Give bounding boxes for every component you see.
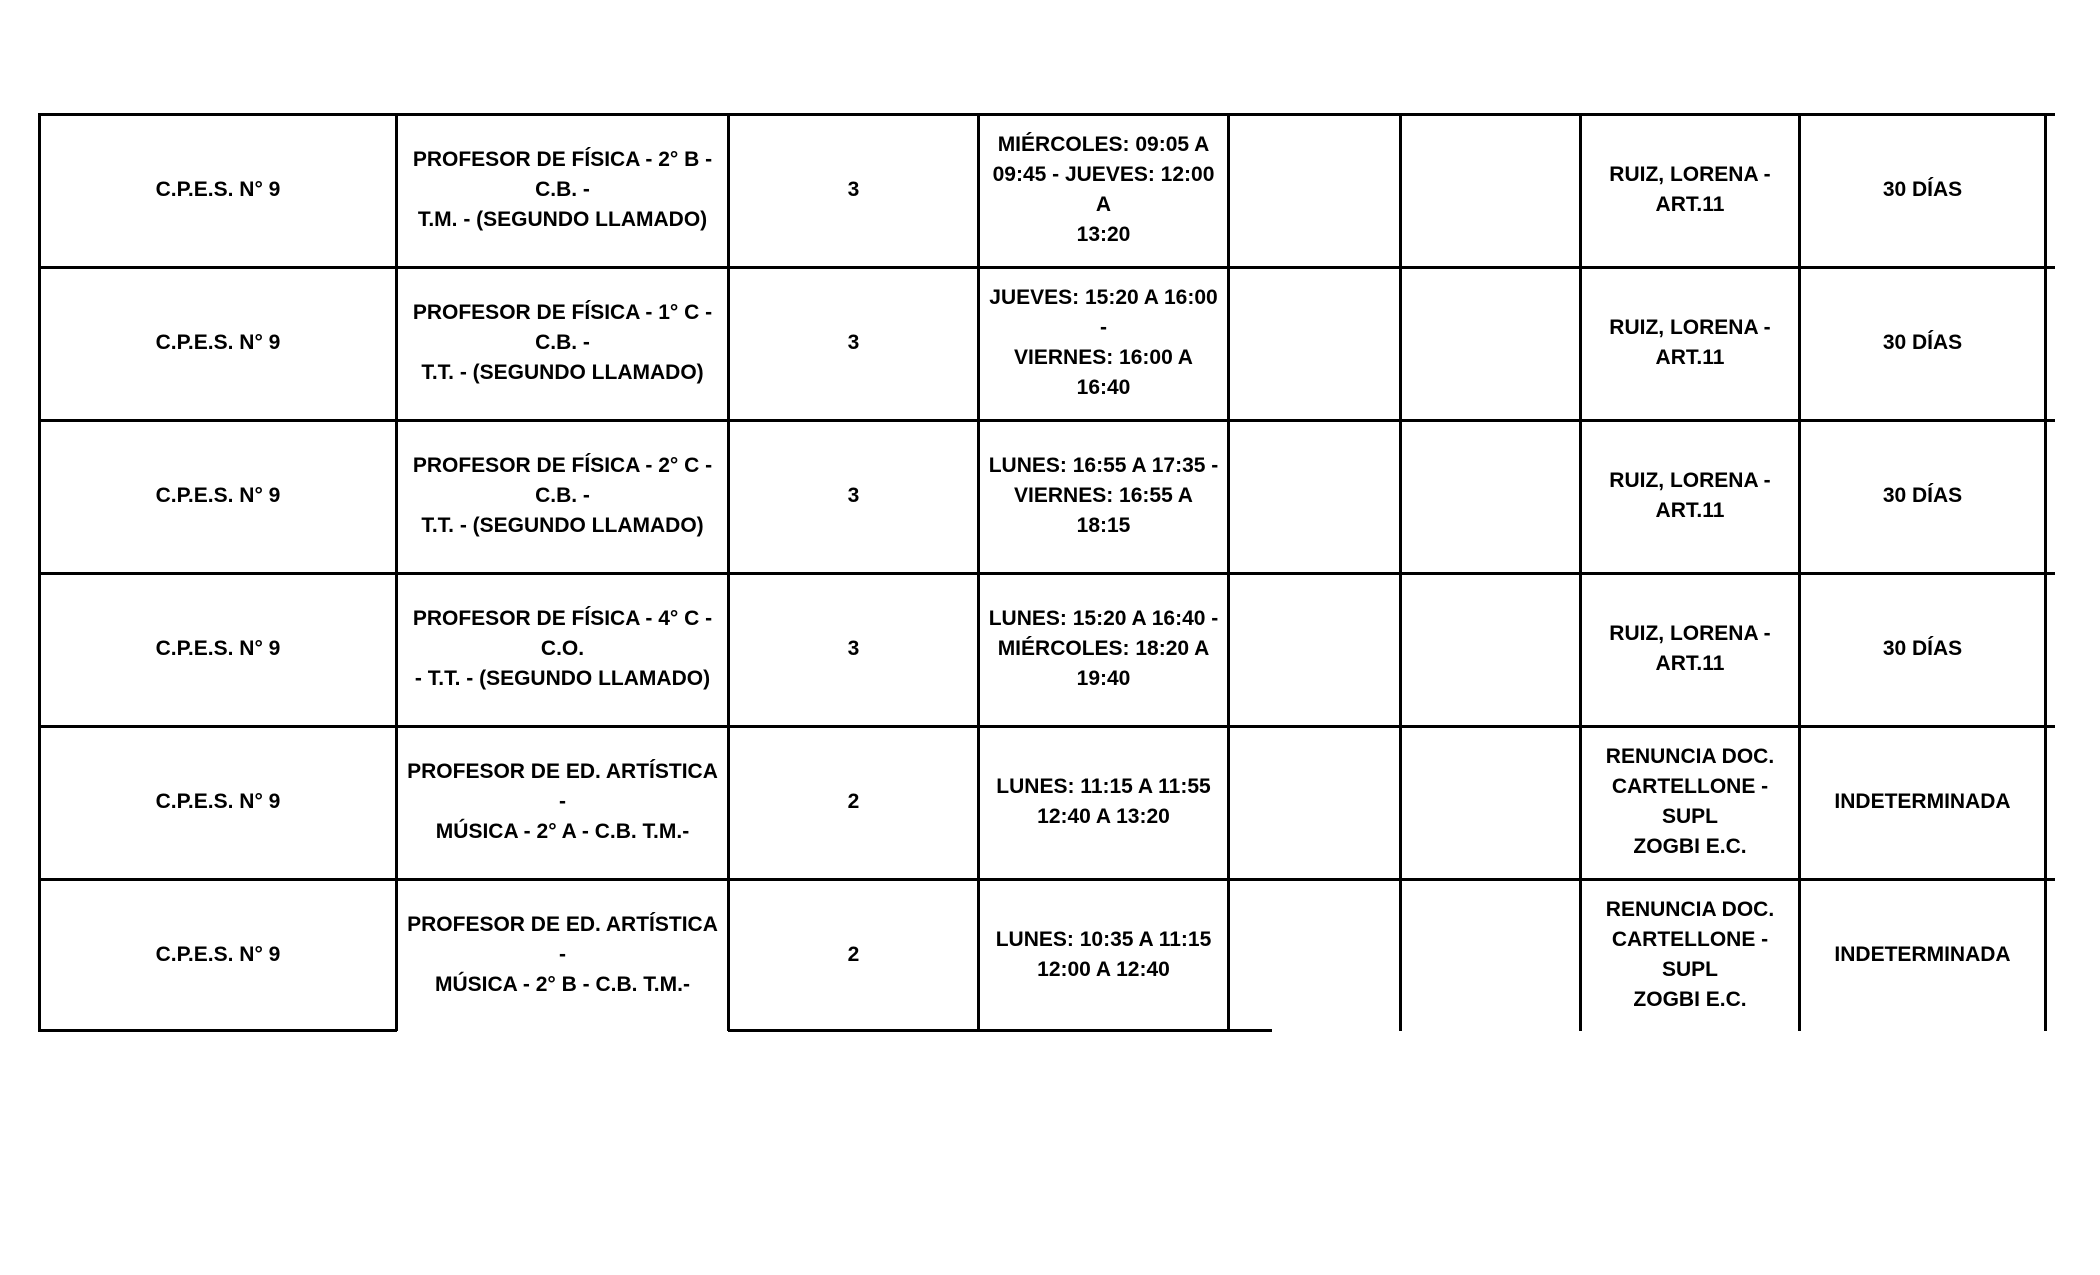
school-cell: C.P.E.S. N° 9 [155, 177, 281, 201]
table-row [38, 113, 2055, 266]
position-cell: PROFESOR DE ED. ARTÍSTICA - MÚSICA - 2° A - C.B. T.M.- [407, 759, 718, 843]
duration-cell: INDETERMINADA [1834, 942, 2011, 966]
empty-cell [1402, 113, 1579, 266]
reason-cell: RUIZ, LORENA - ART.11 [1609, 621, 1771, 675]
reason-cell: RUIZ, LORENA - ART.11 [1609, 162, 1771, 216]
schedule-cell: MIÉRCOLES: 09:05 A 09:45 - JUEVES: 12:00 A 13:20 [992, 132, 1215, 246]
empty-cell [1230, 572, 1399, 725]
hours-cell: 2 [847, 789, 860, 813]
reason-cell: RENUNCIA DOC. CARTELLONE - SUPL ZOGBI E.C. [1605, 744, 1775, 858]
school-cell: C.P.E.S. N° 9 [155, 330, 281, 354]
school-cell: C.P.E.S. N° 9 [155, 942, 281, 966]
empty-cell [1230, 113, 1399, 266]
empty-cell [1230, 725, 1399, 878]
position-cell: PROFESOR DE ED. ARTÍSTICA - MÚSICA - 2° B - C.B. T.M.- [407, 912, 718, 996]
schedule-cell: LUNES: 10:35 A 11:15 12:00 A 12:40 [995, 927, 1212, 981]
hours-cell: 3 [847, 636, 860, 660]
vacancy-table [38, 113, 2055, 1031]
position-cell: PROFESOR DE FÍSICA - 1° C - C.B. - T.T. - (SEGUNDO LLAMADO) [412, 300, 713, 384]
schedule-cell: JUEVES: 15:20 A 16:00 - VIERNES: 16:00 A 16:40 [989, 285, 1218, 399]
reason-cell: RUIZ, LORENA - ART.11 [1609, 468, 1771, 522]
empty-cell [1230, 419, 1399, 572]
table-row [38, 266, 2055, 419]
empty-cell [1230, 878, 1399, 1031]
duration-cell: 30 DÍAS [1882, 483, 1963, 507]
hours-cell: 3 [847, 330, 860, 354]
school-cell: C.P.E.S. N° 9 [155, 636, 281, 660]
duration-cell: 30 DÍAS [1882, 636, 1963, 660]
schedule-cell: LUNES: 15:20 A 16:40 - MIÉRCOLES: 18:20 A 19:40 [988, 606, 1219, 690]
school-cell: C.P.E.S. N° 9 [155, 789, 281, 813]
empty-cell [1230, 266, 1399, 419]
empty-cell [1402, 725, 1579, 878]
hours-cell: 2 [847, 942, 860, 966]
duration-cell: 30 DÍAS [1882, 177, 1963, 201]
position-cell: PROFESOR DE FÍSICA - 2° B - C.B. - T.M. - (SEGUNDO LLAMADO) [412, 147, 713, 231]
hours-cell: 3 [847, 177, 860, 201]
duration-cell: INDETERMINADA [1834, 789, 2011, 813]
schedule-cell: LUNES: 11:15 A 11:55 12:40 A 13:20 [996, 774, 1211, 828]
reason-cell: RENUNCIA DOC. CARTELLONE - SUPL ZOGBI E.C. [1605, 897, 1775, 1011]
table-row [38, 725, 2055, 878]
table-row [38, 419, 2055, 572]
school-cell: C.P.E.S. N° 9 [155, 483, 281, 507]
position-cell: PROFESOR DE FÍSICA - 2° C - C.B. - T.T. - (SEGUNDO LLAMADO) [412, 453, 713, 537]
empty-cell [1402, 878, 1579, 1031]
empty-cell [1402, 572, 1579, 725]
schedule-cell: LUNES: 16:55 A 17:35 - VIERNES: 16:55 A 18:15 [988, 453, 1219, 537]
position-cell: PROFESOR DE FÍSICA - 4° C - C.O. - T.T. - (SEGUNDO LLAMADO) [412, 606, 713, 690]
empty-cell [1402, 419, 1579, 572]
hours-cell: 3 [847, 483, 860, 507]
reason-cell: RUIZ, LORENA - ART.11 [1609, 315, 1771, 369]
table-row [38, 572, 2055, 725]
empty-cell [1402, 266, 1579, 419]
table-row [38, 878, 2055, 1031]
duration-cell: 30 DÍAS [1882, 330, 1963, 354]
